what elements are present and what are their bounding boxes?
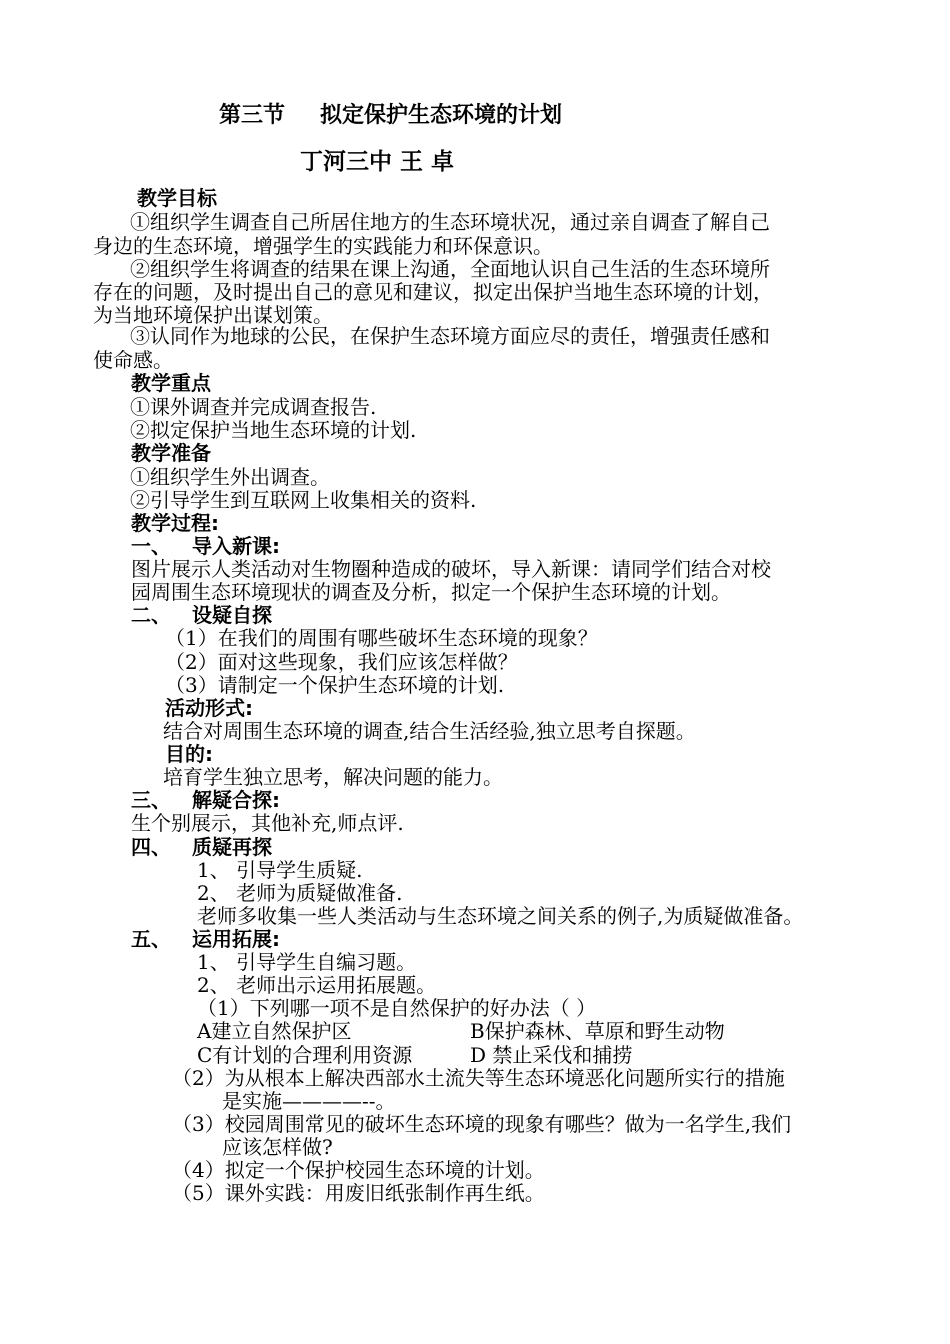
step-item: 1、 引导学生自编习题。 — [197, 950, 417, 974]
exercise-question: （2）为从根本上解决西部水土流失等生态环境恶化问题所实行的措施 — [172, 1066, 785, 1090]
section-number: 一、 — [131, 534, 171, 558]
section-number: 五、 — [131, 927, 171, 951]
section-title: 设疑自探 — [192, 603, 272, 627]
goals-line: 身边的生态环境，增强学生的实践能力和环保意识。 — [93, 234, 553, 258]
question-item: （2）面对这些现象，我们应该怎样做？ — [165, 650, 518, 674]
activity-form-text: 结合对周围生态环境的调查,结合生活经验,独立思考自探题。 — [163, 719, 696, 743]
body-line: 园周围生态环境现状的调查及分析，拟定一个保护生态环境的计划。 — [131, 580, 731, 604]
aim-heading: 目的: — [165, 742, 213, 766]
answer-option: C有计划的合理利用资源 — [197, 1043, 413, 1067]
section-title: 运用拓展: — [192, 927, 280, 951]
page-title: 拟定保护生态环境的计划 — [320, 103, 563, 128]
author-line: 丁河三中 王 卓 — [300, 149, 455, 175]
answer-option: A建立自然保护区 — [197, 1019, 352, 1043]
step-item: 1、 引导学生质疑. — [197, 858, 363, 882]
process-heading: 教学过程: — [131, 511, 219, 535]
section-number: 四、 — [131, 835, 171, 859]
goals-line: 使命感。 — [93, 348, 173, 372]
exercise-question: （4）拟定一个保护校园生态环境的计划。 — [172, 1158, 545, 1182]
aim-text: 培育学生独立思考，解决问题的能力。 — [163, 765, 503, 789]
body-line: 老师多收集一些人类活动与生态环境之间关系的例子,为质疑做准备。 — [197, 904, 804, 928]
answer-option: D 禁止采伐和捕捞 — [470, 1043, 633, 1067]
prep-item: ②引导学生到互联网上收集相关的资料. — [130, 488, 477, 512]
focus-item: ①课外调查并完成调查报告. — [130, 395, 377, 419]
exercise-question: （1）下列哪一项不是自然保护的好办法（ ） — [197, 996, 597, 1020]
section-title: 质疑再探 — [192, 835, 272, 859]
section-title: 解疑合探: — [192, 788, 280, 812]
goals-line: ①组织学生调查自己所居住地方的生态环境状况，通过亲自调查了解自己 — [130, 210, 770, 234]
focus-heading: 教学重点 — [131, 371, 211, 395]
prep-heading: 教学准备 — [131, 441, 211, 465]
goals-heading: 教学目标 — [137, 186, 217, 210]
body-line: 图片展示人类活动对生物圈种造成的破坏，导入新课：请同学们结合对校 — [131, 557, 771, 581]
exercise-question: （3）校园周围常见的破坏生态环境的现象有哪些？做为一名学生,我们 — [172, 1112, 792, 1136]
exercise-question: 应该怎样做? — [222, 1135, 333, 1159]
section-label: 第三节 — [219, 103, 286, 128]
section-number: 二、 — [131, 603, 171, 627]
activity-form-heading: 活动形式: — [165, 696, 253, 720]
step-item: 2、 老师出示运用拓展题。 — [197, 973, 437, 997]
question-item: （1）在我们的周围有哪些破坏生态环境的现象？ — [165, 626, 598, 650]
prep-item: ①组织学生外出调查。 — [130, 465, 330, 489]
body-line: 生个别展示，其他补充,师点评. — [131, 811, 404, 835]
section-title: 导入新课: — [192, 534, 280, 558]
answer-option: B保护森林、草原和野生动物 — [470, 1019, 725, 1043]
step-item: 2、 老师为质疑做准备. — [197, 881, 403, 905]
goals-line: 为当地环境保护出谋划策。 — [93, 303, 333, 327]
goals-line: 存在的问题，及时提出自己的意见和建议，拟定出保护当地生态环境的计划， — [93, 280, 773, 304]
question-item: （3）请制定一个保护生态环境的计划. — [165, 673, 505, 697]
exercise-question: 是实施————--。 — [222, 1089, 396, 1113]
goals-line: ③认同作为地球的公民，在保护生态环境方面应尽的责任，增强责任感和 — [130, 324, 770, 348]
exercise-question: （5）课外实践：用废旧纸张制作再生纸。 — [172, 1181, 545, 1205]
section-number: 三、 — [131, 788, 171, 812]
goals-line: ②组织学生将调查的结果在课上沟通，全面地认识自己生活的生态环境所 — [130, 257, 770, 281]
focus-item: ②拟定保护当地生态环境的计划. — [130, 418, 417, 442]
